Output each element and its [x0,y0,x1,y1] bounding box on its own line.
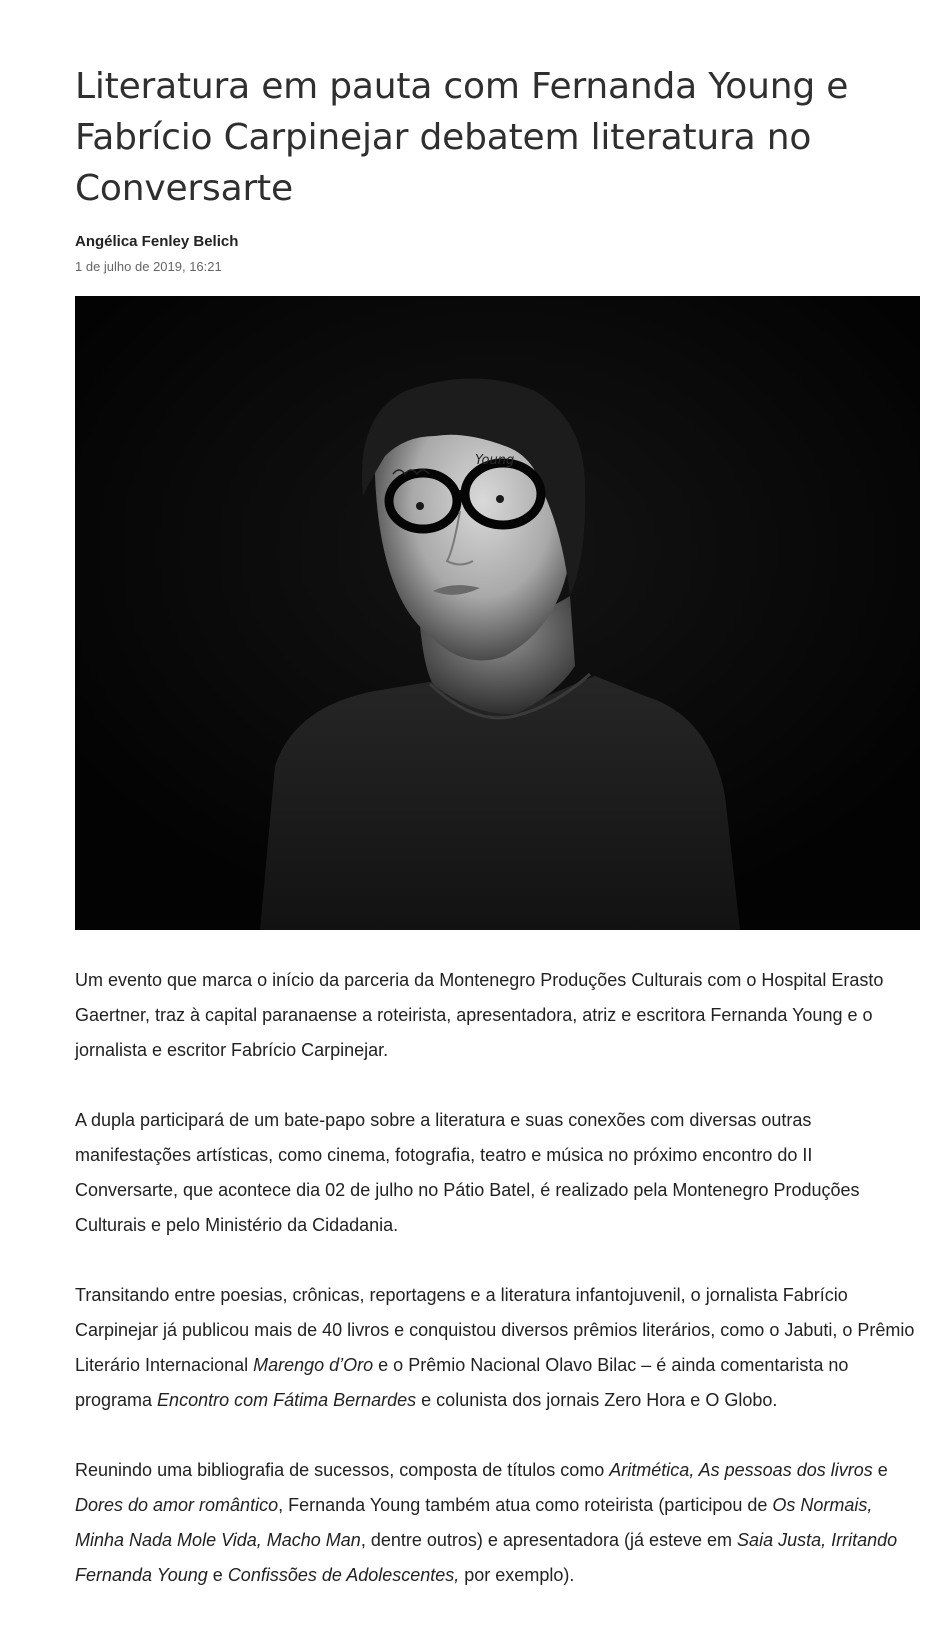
paragraph-text: e [872,1460,888,1480]
article-title: Literatura em pauta com Fernanda Young e Fabrício Carpinejar debatem literatura no Conversarte [75,66,849,209]
paragraph-italic: Aritmética, As pessoas dos livros [609,1460,873,1480]
portrait-shirt [260,676,740,930]
paragraph-italic: Os Normais, Minha Nada Mole Vida, Macho Man [75,1495,873,1550]
article-photo[interactable] [75,296,920,930]
portrait-illustration [75,296,920,930]
paragraph-text: Transitando entre poesias, crônicas, reportagens e a literatura infantojuvenil, o jornalista Fabrício Carpinejar já publicou mais de 40 livros e conquistou diversos prêmios literários, como o Jabuti, o Prêmio Literário Internacional [75,1285,915,1375]
paragraph [75,1278,920,1418]
paragraph-text: e o Prêmio Nacional Olavo Bilac – é ainda comentarista no programa [75,1355,849,1410]
paragraph-italic: Marengo d’Oro [253,1355,374,1375]
paragraph: A dupla participará de um bate-papo sobre a literatura e suas conexões com diversas outras manifestações artísticas, como cinema, fotografia, teatro e música no próximo encontro do II Conversarte, que acontece dia 02 de julho no Pátio Batel, é realizado pela Montenegro Produções Culturais e pelo Ministério da Cidadania. [75,1110,860,1235]
eyebrow-lettering: Young [475,453,515,468]
article-author[interactable]: Angélica Fenley Belich [75,233,239,250]
article-body [75,963,920,1593]
article [75,0,920,1628]
paragraph-text: , dentre outros) e apresentadora (já esteve em [360,1530,738,1550]
paragraph [75,1453,920,1593]
paragraph-italic: Dores do amor romântico [75,1495,279,1515]
paragraph-italic: Encontro com Fátima Bernardes [157,1390,417,1410]
paragraph-text: por exemplo). [459,1565,575,1585]
article-date: 1 de julho de 2019, 16:21 [75,259,222,274]
paragraph-text: e [207,1565,228,1585]
paragraph-text: e colunista dos jornais Zero Hora e O Globo. [416,1390,778,1410]
paragraph-italic: Confissões de Adolescentes, [227,1565,460,1585]
paragraph-text: Reunindo uma bibliografia de sucessos, composta de títulos como [75,1460,610,1480]
paragraph-italic: Saia Justa, Irritando Fernanda Young [75,1530,898,1585]
paragraph: Um evento que marca o início da parceria da Montenegro Produções Culturais com o Hospital Erasto Gaertner, traz à capital paranaense a roteirista, apresentadora, atriz e escritora Fernanda Young e o jornalista e escritor Fabrício Carpinejar. [75,970,884,1060]
paragraph-text: , Fernanda Young também atua como roteirista (participou de [278,1495,773,1515]
